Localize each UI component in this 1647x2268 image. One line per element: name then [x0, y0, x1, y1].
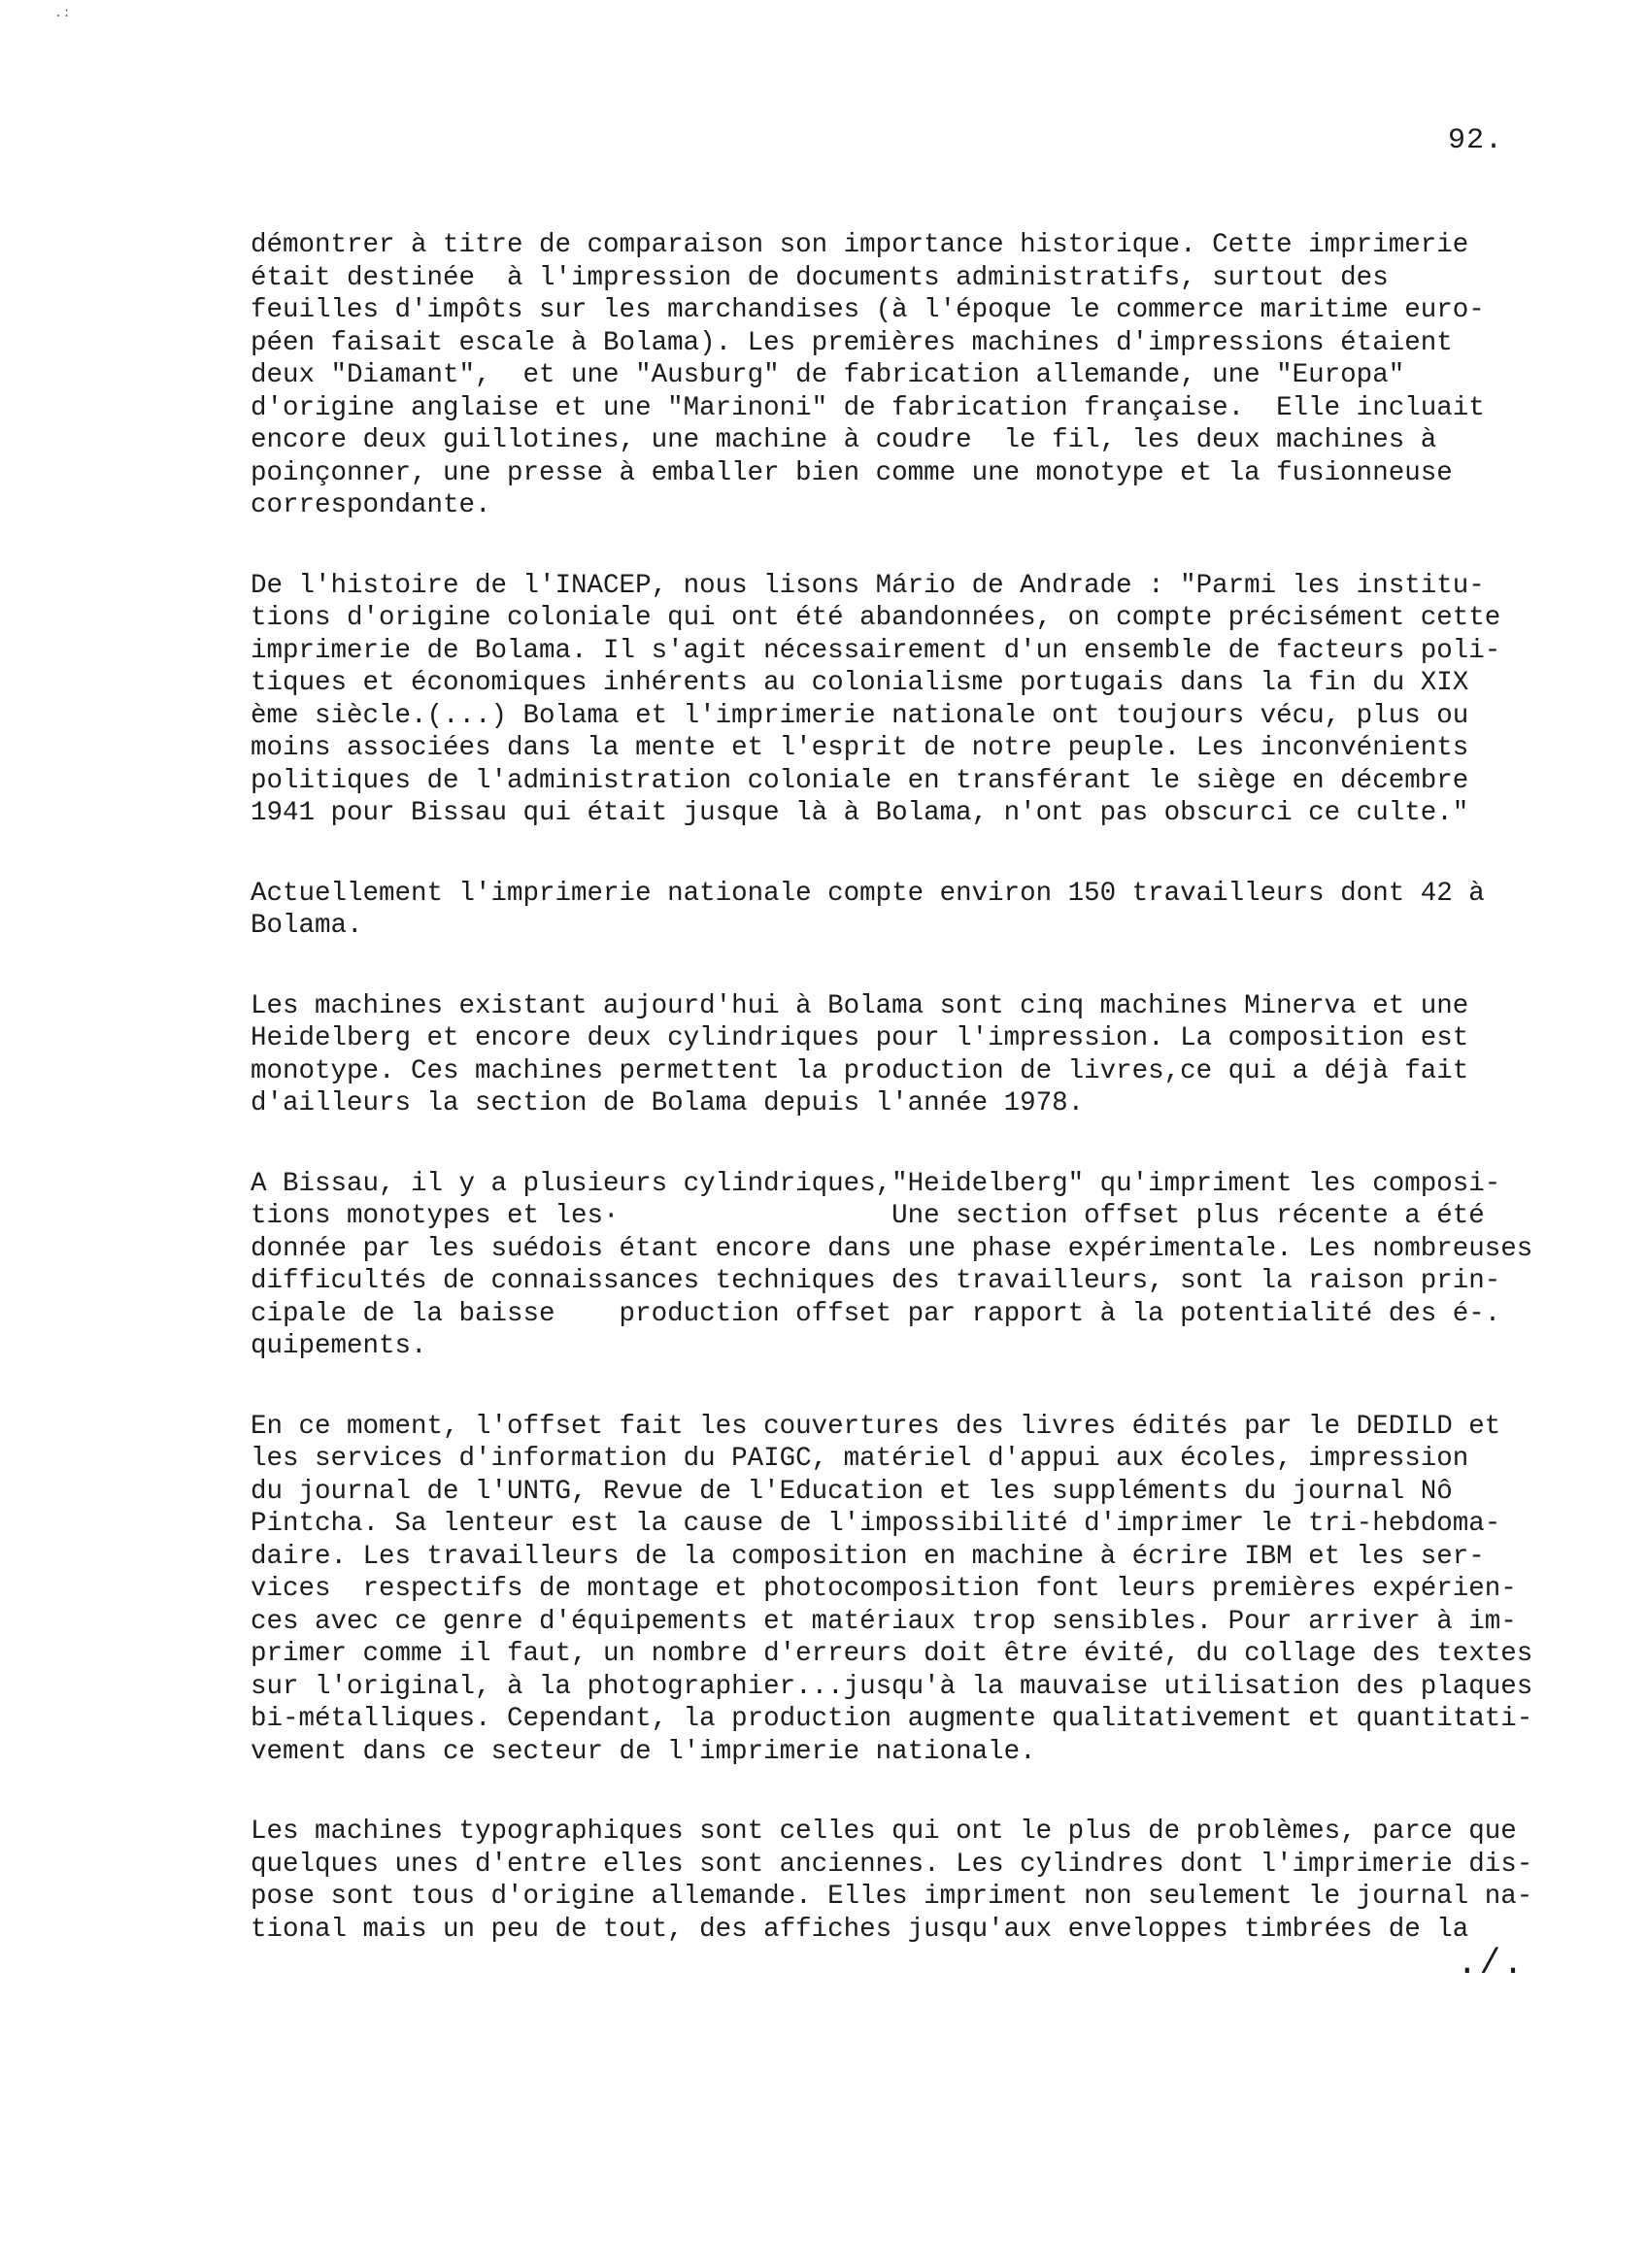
text-line: encore deux guillotines, une machine à coudre le fil, les deux machines à — [251, 425, 1437, 455]
text-line: moins associées dans la mente et l'esprit de notre peuple. Les inconvénients — [251, 733, 1469, 763]
text-line: difficultés de connaissances techniques des travailleurs, sont la raison prin- — [251, 1266, 1501, 1296]
text-line: démontrer à titre de comparaison son importance historique. Cette imprimerie — [251, 230, 1469, 260]
text-line: ème siècle.(...) Bolama et l'imprimerie nationale ont toujours vécu, plus ou — [251, 700, 1469, 731]
text-line: péen faisait escale à Bolama). Les premières machines d'impressions étaient — [251, 327, 1453, 358]
text-line: correspondante. — [251, 490, 491, 520]
text-line: vement dans ce secteur de l'imprimerie nationale. — [251, 1736, 1036, 1767]
text-line: bi-métalliques. Cependant, la production augmente qualitativement et quantitati- — [251, 1704, 1533, 1734]
paragraph-2 — [251, 570, 1591, 830]
text-line: Bolama. — [251, 911, 363, 941]
continuation-mark: ./. — [1457, 1944, 1526, 1984]
text-line: poinçonner, une presse à emballer bien comme une monotype et la fusionneuse — [251, 457, 1453, 488]
text-line: feuilles d'impôts sur les marchandises (à l'époque le commerce maritime euro- — [251, 295, 1485, 325]
paragraph-3 — [251, 878, 1591, 943]
text-line: 1941 pour Bissau qui était jusque là à Bolama, n'ont pas obscurci ce culte." — [251, 798, 1469, 828]
text-line: politiques de l'administration coloniale en transférant le siège en décembre — [251, 765, 1469, 796]
scan-speck: .: — [54, 6, 71, 21]
text-line: quelques unes d'entre elles sont anciennes. Les cylindres dont l'imprimerie dis- — [251, 1849, 1533, 1880]
text-line: donnée par les suédois étant encore dans une phase expérimentale. Les nombreuses — [251, 1233, 1533, 1264]
text-line: tional mais un peu de tout, des affiches jusqu'aux enveloppes timbrées de la — [251, 1914, 1469, 1945]
text-line: vices respectifs de montage et photocomposition font leurs premières expérien- — [251, 1574, 1517, 1604]
text-line: Pintcha. Sa lenteur est la cause de l'impossibilité d'imprimer le tri-hebdoma- — [251, 1509, 1501, 1539]
text-line: pose sont tous d'origine allemande. Elles impriment non seulement le journal na- — [251, 1882, 1533, 1912]
paragraph-6 — [251, 1411, 1591, 1769]
paragraph-5 — [251, 1168, 1591, 1363]
text-line: daire. Les travailleurs de la composition en machine à écrire IBM et les ser- — [251, 1541, 1485, 1572]
paragraph-7 — [251, 1816, 1591, 1946]
text-line: A Bissau, il y a plusieurs cylindriques,"Heidelberg" qu'impriment les composi- — [251, 1168, 1501, 1199]
text-line: imprimerie de Bolama. Il s'agit nécessairement d'un ensemble de facteurs poli- — [251, 635, 1501, 666]
text-line: quipements. — [251, 1331, 427, 1361]
text-line: du journal de l'UNTG, Revue de l'Education et les suppléments du journal Nô — [251, 1476, 1453, 1507]
text-line: sur l'original, à la photographier...jusqu'à la mauvaise utilisation des plaques — [251, 1671, 1533, 1702]
text-line: De l'histoire de l'INACEP, nous lisons Mário de Andrade : "Parmi les institu- — [251, 570, 1485, 601]
page-number: 92. — [1447, 124, 1503, 157]
text-line: d'origine anglaise et une "Marinoni" de fabrication française. Elle incluait — [251, 392, 1485, 423]
text-line: ces avec ce genre d'équipements et matériaux trop sensibles. Pour arriver à im- — [251, 1606, 1517, 1637]
text-line: cipale de la baisse production offset par rapport à la potentialité des é-. — [251, 1298, 1501, 1329]
paragraph-4 — [251, 990, 1591, 1120]
text-line: monotype. Ces machines permettent la production de livres,ce qui a déjà fait — [251, 1055, 1469, 1086]
text-line: Actuellement l'imprimerie nationale compte environ 150 travailleurs dont 42 à — [251, 878, 1485, 909]
text-line: tions d'origine coloniale qui ont été abandonnées, on compte précisément cette — [251, 603, 1501, 633]
text-line: deux "Diamant", et une "Ausburg" de fabrication allemande, une "Europa" — [251, 360, 1405, 390]
text-line: tions monotypes et les· Une section offset plus récente a été — [251, 1201, 1485, 1231]
paragraph-1 — [251, 229, 1591, 522]
text-line: tiques et économiques inhérents au colonialisme portugais dans la fin du XIX — [251, 668, 1469, 698]
text-line: d'ailleurs la section de Bolama depuis l'année 1978. — [251, 1088, 1085, 1118]
text-line: Heidelberg et encore deux cylindriques pour l'impression. La composition est — [251, 1023, 1469, 1053]
text-line: Les machines typographiques sont celles qui ont le plus de problèmes, parce que — [251, 1817, 1517, 1847]
text-line: les services d'information du PAIGC, matériel d'appui aux écoles, impression — [251, 1444, 1469, 1474]
document-body — [251, 229, 1591, 1993]
text-line: primer comme il faut, un nombre d'erreurs doit être évité, du collage des textes — [251, 1639, 1533, 1669]
text-line: En ce moment, l'offset fait les couvertures des livres édités par le DEDILD et — [251, 1411, 1501, 1442]
text-line: était destinée à l'impression de documents administratifs, surtout des — [251, 262, 1389, 293]
text-line: Les machines existant aujourd'hui à Bolama sont cinq machines Minerva et une — [251, 990, 1469, 1021]
